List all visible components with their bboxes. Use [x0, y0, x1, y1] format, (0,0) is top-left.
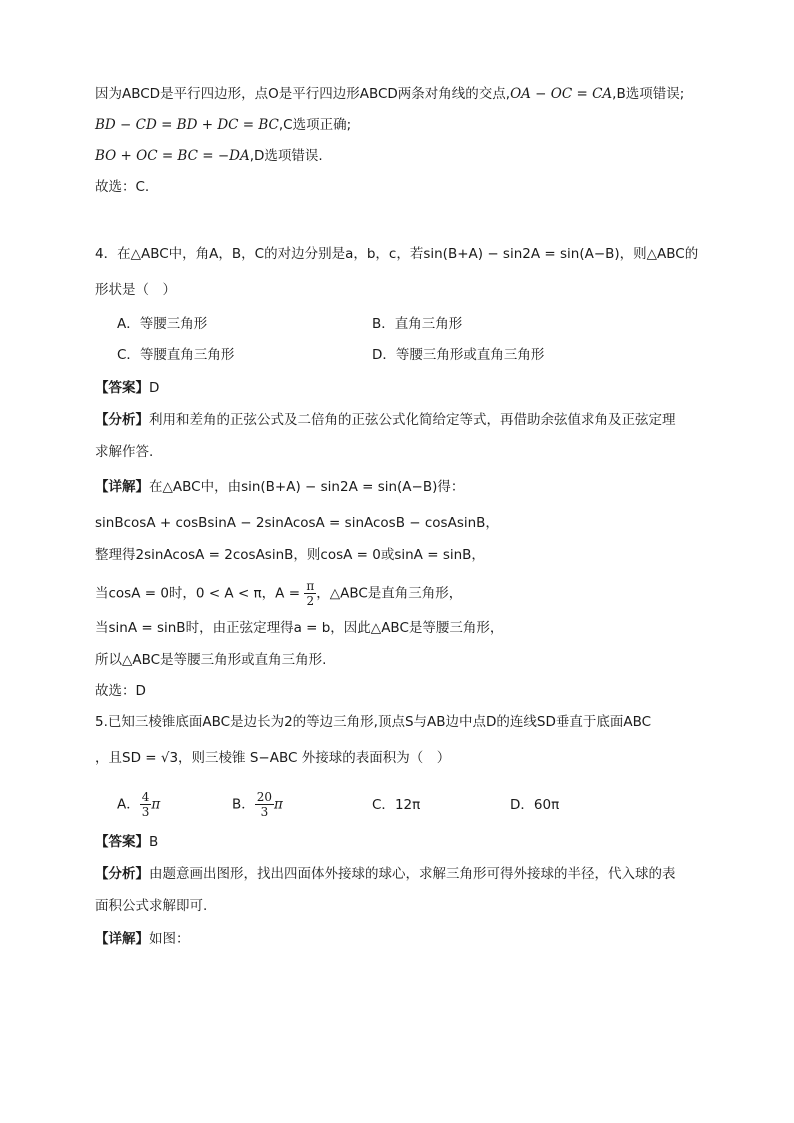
q4-detail-line-6: 所以△ABC是等腰三角形或直角三角形.: [95, 652, 327, 668]
q4-detail-line-5: 当sinA = sinB时，由正弦定理得a = b，因此△ABC是等腰三角形，: [95, 620, 504, 636]
q4-detail-line-4: 当cosA = 0时，0 < A < π，A = $\frac{\pi}{2}$ ，△ABC是直角三角形，: [95, 579, 463, 608]
q3-detail-line-2: BD − CD = BD + DC = BC,C选项正确;: [95, 117, 352, 133]
fraction: $\frac{\pi}{2}$: [306, 579, 315, 608]
q5-analysis-line-1: 【分析】由题意画出图形，找出四面体外接球的球心，求解三角形可得外接球的半径，代入球的表: [95, 866, 676, 882]
q5-stem-line-1: 5.已知三棱锥底面ABC是边长为2的等边三角形,顶点S与AB边中点D的连线SD垂直于底面ABC: [95, 714, 652, 730]
q5-option-c: C．12π: [372, 797, 421, 813]
q4-choice: 故选：D: [95, 683, 146, 699]
vector-expression: BD − CD = BD + DC = BC: [95, 117, 279, 133]
q4-stem-line-1: 4．在△ABC中，角A，B，C的对边分别是a，b，c，若sin(B+A) − sin2A = sin(A−B)，则△ABC的: [95, 246, 699, 262]
q4-detail-line-1: 【详解】在△ABC中，由sin(B+A) − sin2A = sin(A−B)得：: [95, 479, 465, 495]
q4-option-d: D．等腰三角形或直角三角形: [372, 347, 545, 363]
q3-detail-line-3: BO + OC = BC = −DA,D选项错误.: [95, 148, 323, 164]
q5-stem-line-2: ，且SD = √3，则三棱锥 S−ABC 外接球的表面积为（ ）: [95, 750, 451, 766]
q4-analysis-line-2: 求解作答.: [95, 444, 154, 460]
q4-answer: 【答案】D: [95, 380, 160, 396]
q4-stem-line-2: 形状是（ ）: [95, 282, 176, 298]
q5-answer: 【答案】B: [95, 834, 159, 850]
q4-option-a: A．等腰三角形: [117, 316, 208, 332]
q3-choice: 故选：C.: [95, 179, 150, 195]
q5-option-a: A． $\frac{4}{3}$ π: [117, 790, 161, 819]
q5-analysis-line-2: 面积公式求解即可.: [95, 898, 208, 914]
q4-option-b: B．直角三角形: [372, 316, 463, 332]
q4-detail-line-2: sinBcosA + cosBsinA − 2sinAcosA = sinAcosB − cosAsinB，: [95, 515, 499, 531]
q3-detail-line-1: 因为ABCD是平行四边形，点O是平行四边形ABCD两条对角线的交点,OA − OC = CA,B选项错误;: [95, 86, 685, 102]
q5-option-d: D．60π: [510, 797, 560, 813]
q4-analysis-line-1: 【分析】利用和差角的正弦公式及二倍角的正弦公式化简给定等式，再借助余弦值求角及正弦定理: [95, 412, 676, 428]
vector-expression: OA − OC = CA: [510, 86, 613, 102]
q5-option-b: B． $\frac{20}{3}$ π: [232, 790, 283, 819]
q5-detail-line-1: 【详解】如图：: [95, 931, 190, 947]
vector-expression: BO + OC = BC = −DA: [95, 148, 250, 164]
q4-detail-line-3: 整理得2sinAcosA = 2cosAsinB，则cosA = 0或sinA = sinB，: [95, 547, 485, 563]
q4-option-c: C．等腰直角三角形: [117, 347, 235, 363]
